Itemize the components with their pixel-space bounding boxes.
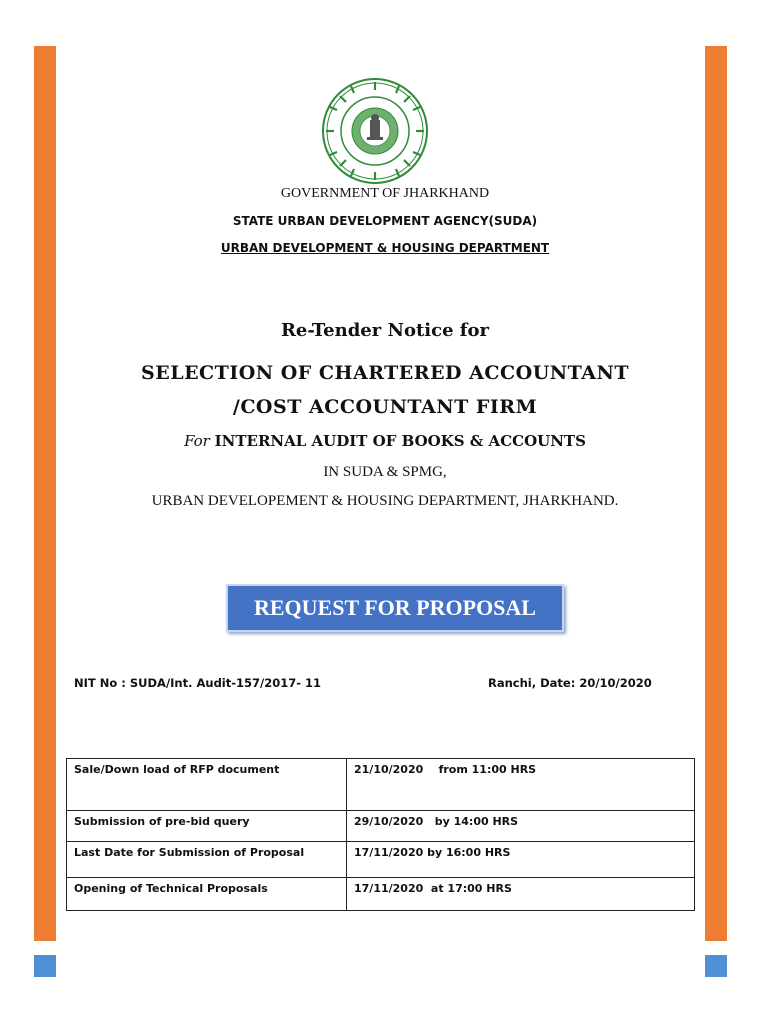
schedule-value: 21/10/2020 from 11:00 HRS <box>347 759 695 811</box>
internal-audit-line <box>0 432 770 450</box>
table-row <box>67 878 695 911</box>
left-blue-square <box>34 955 56 977</box>
schedule-table <box>66 758 695 911</box>
jharkhand-emblem-icon <box>320 76 430 186</box>
table-row <box>67 842 695 878</box>
government-name: GOVERNMENT OF JHARKHAND <box>280 186 490 201</box>
schedule-label: Sale/Down load of RFP document <box>67 759 347 811</box>
schedule-label: Opening of Technical Proposals <box>67 878 347 911</box>
internal-audit-text: INTERNAL AUDIT OF BOOKS & ACCOUNTS <box>214 432 586 450</box>
nit-number: NIT No : SUDA/Int. Audit-157/2017- 11 <box>74 676 322 690</box>
schedule-label: Last Date for Submission of Proposal <box>67 842 347 878</box>
selection-heading-line1: SELECTION OF CHARTERED ACCOUNTANT <box>141 362 629 384</box>
for-word: For <box>184 432 210 450</box>
table-row <box>67 759 695 811</box>
schedule-value: 17/11/2020 by 16:00 HRS <box>347 842 695 878</box>
schedule-value: 29/10/2020 by 14:00 HRS <box>347 811 695 842</box>
notice-title: Re-Tender Notice for <box>280 320 490 341</box>
right-blue-square <box>705 955 727 977</box>
suda-spmg-line: IN SUDA & SPMG, <box>323 464 447 480</box>
table-row <box>67 811 695 842</box>
selection-heading-line2: /COST ACCOUNTANT FIRM <box>232 396 538 418</box>
schedule-label: Submission of pre-bid query <box>67 811 347 842</box>
request-for-proposal-banner: REQUEST FOR PROPOSAL <box>226 584 564 632</box>
department-name: URBAN DEVELOPMENT & HOUSING DEPARTMENT <box>220 241 550 255</box>
schedule-value: 17/11/2020 at 17:00 HRS <box>347 878 695 911</box>
agency-name: STATE URBAN DEVELOPMENT AGENCY(SUDA) <box>232 214 538 228</box>
urban-department-line: URBAN DEVELOPEMENT & HOUSING DEPARTMENT, JHARKHAND. <box>151 493 619 509</box>
place-date: Ranchi, Date: 20/10/2020 <box>488 676 652 690</box>
